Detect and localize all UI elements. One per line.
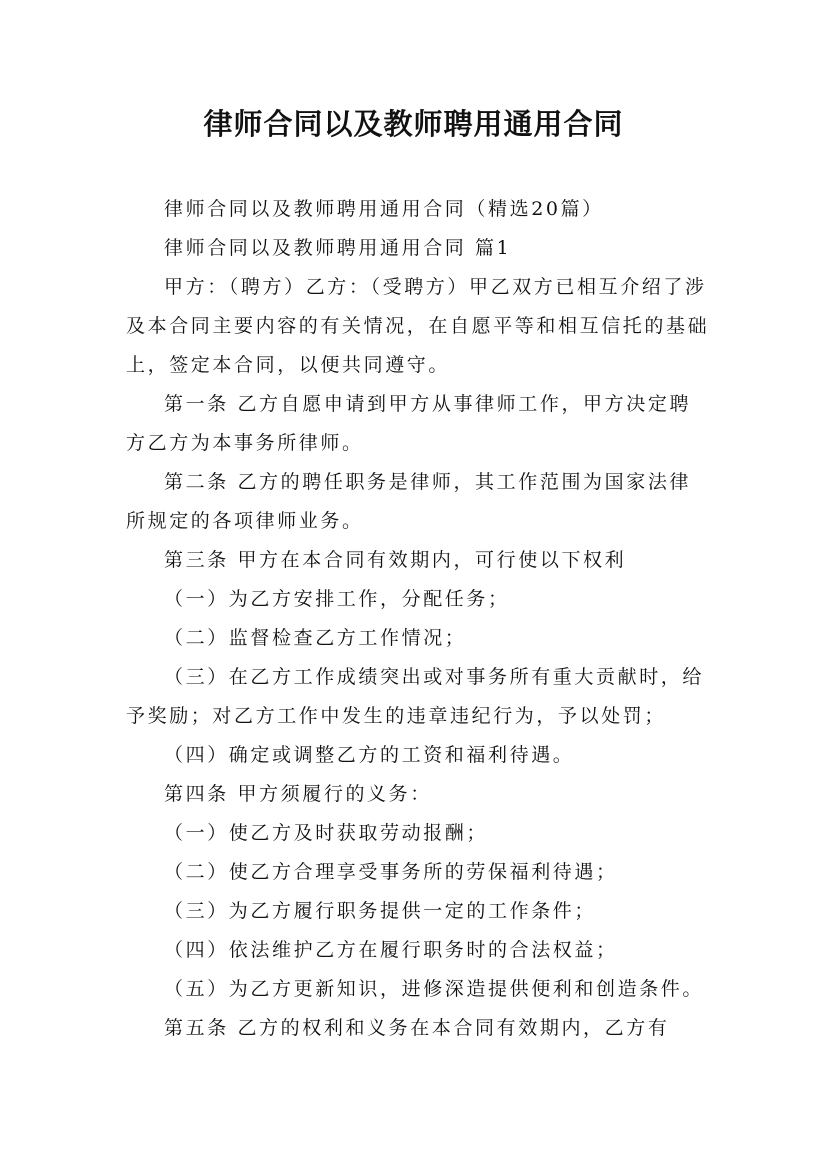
paragraph-article-3: 第三条 甲方在本合同有效期内，可行使以下权利 bbox=[164, 549, 627, 571]
paragraph-article-2: 第二条 乙方的聘任职务是律师，其工作范围为国家法律所规定的各项律师业务。 bbox=[126, 471, 692, 532]
paragraph-subtitle: 律师合同以及教师聘用通用合同（精选20篇） bbox=[164, 198, 604, 220]
paragraph-article-4-item-3: （三）为乙方履行职务提供一定的工作条件； bbox=[164, 900, 597, 922]
paragraph-article-4: 第四条 甲方须履行的义务： bbox=[164, 783, 432, 805]
paragraph-article-3-item-3: （三）在乙方工作成绩突出或对事务所有重大贡献时，给予奖励；对乙方工作中发生的违章违纪行为，予以处罚； bbox=[126, 666, 705, 727]
paragraph-article-4-item-2: （二）使乙方合理享受事务所的劳保福利待遇； bbox=[164, 861, 618, 883]
document-body bbox=[126, 190, 710, 1048]
paragraph-article-3-item-2: （二）监督检查乙方工作情况； bbox=[164, 627, 467, 649]
paragraph-article-3-item-4: （四）确定或调整乙方的工资和福利待遇。 bbox=[164, 744, 575, 766]
document-title: 律师合同以及教师聘用通用合同 bbox=[203, 107, 624, 141]
paragraph-section-heading: 律师合同以及教师聘用通用合同 篇1 bbox=[164, 237, 512, 259]
paragraph-article-4-item-4: （四）依法维护乙方在履行职务时的合法权益； bbox=[164, 939, 618, 961]
paragraph-parties: 甲方：（聘方）乙方：（受聘方）甲乙双方已相互介绍了涉及本合同主要内容的有关情况，在自愿平等和相互信托的基础上，签定本合同，以便共同遵守。 bbox=[126, 276, 710, 376]
paragraph-article-1: 第一条 乙方自愿申请到甲方从事律师工作，甲方决定聘方乙方为本事务所律师。 bbox=[126, 393, 692, 454]
paragraph-article-5: 第五条 乙方的权利和义务在本合同有效期内，乙方有 bbox=[164, 1017, 670, 1039]
paragraph-article-3-item-1: （一）为乙方安排工作，分配任务； bbox=[164, 588, 510, 610]
paragraph-article-4-item-5: （五）为乙方更新知识，进修深造提供便利和创造条件。 bbox=[164, 978, 705, 1000]
paragraph-article-4-item-1: （一）使乙方及时获取劳动报酬； bbox=[164, 822, 489, 844]
